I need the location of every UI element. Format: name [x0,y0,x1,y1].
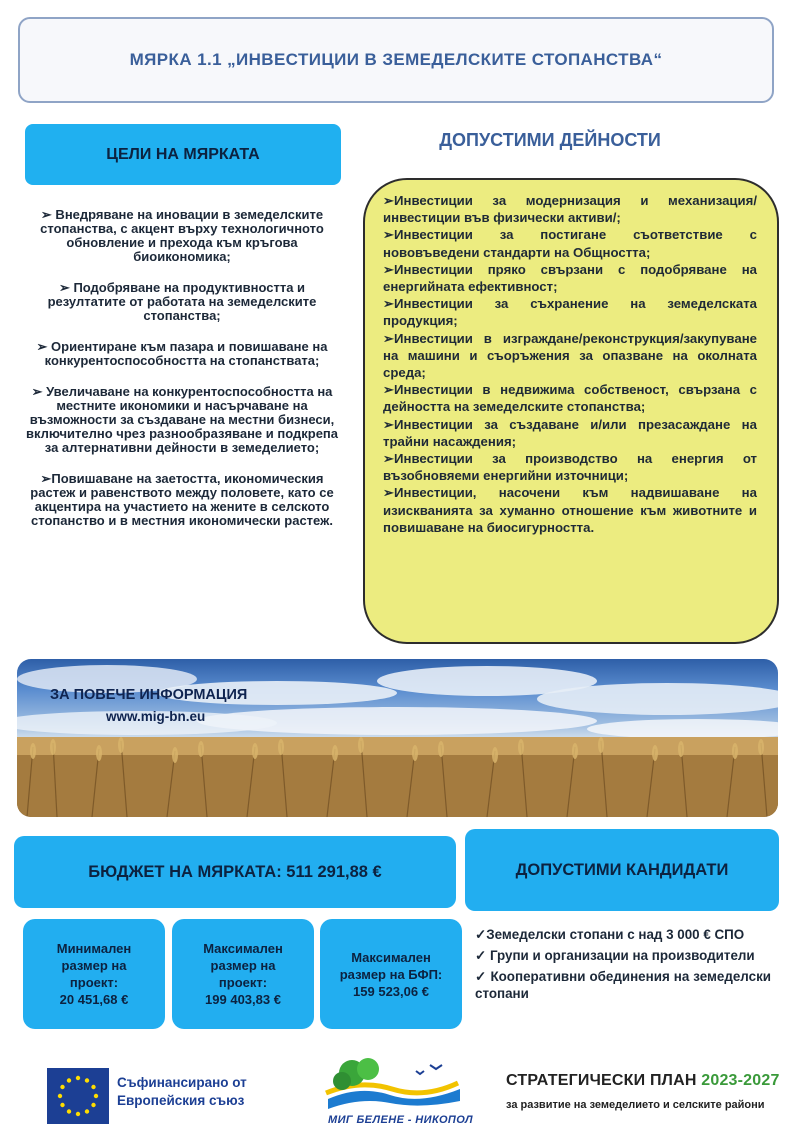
activity-item: ➢Инвестиции, насочени към надвишаване на изискванията за хуманно отношение към животните и повишаване на биосигурността. [383,485,757,535]
candidates-heading: ДОПУСТИМИ КАНДИДАТИ [515,860,729,879]
size-label: Минимален размер на проект: [56,941,132,990]
goal-item: ➢ Подобряване на продуктивността и резултатите от работата на земеделските стопанства; [47,280,317,323]
activity-item: ➢Инвестиции за постигане съответствие с нововъведени стандарти на Общността; [383,227,757,260]
goal-item: ➢ Ориентиране към пазара и повишаване на конкурентоспособността на стопанствата; [36,339,328,368]
activities-heading: ДОПУСТИМИ ДЕЙНОСТИ [439,130,661,150]
eu-flag-icon [47,1068,109,1124]
budget-box [14,836,456,908]
mig-name: МИГ БЕЛЕНЕ - НИКОПОЛ [328,1114,474,1126]
strategic-plan-years: 2023-2027 [701,1072,780,1089]
goal-item: ➢Повишаване на заетостта, икономическия растеж и равенството между половете, като се акцентира на участието на жените в селското стопанство и в местния икономически растеж. [30,471,334,528]
goals-list [22,208,342,545]
max-project-size-box [172,919,314,1029]
size-label: Максимален размер на проект: [203,941,283,990]
size-value: 199 403,83 € [205,992,281,1007]
candidates-list [475,926,771,1006]
candidate-item: ✓Земеделски стопани с над 3 000 € СПО [475,927,745,942]
more-info-label: ЗА ПОВЕЧЕ ИНФОРМАЦИЯ [50,687,248,703]
activity-item: ➢Инвестиции за производство на енергия от възобновяеми енергийни източници; [383,451,757,484]
activity-item: ➢Инвестиции пряко свързани с подобряване на енергийната ефективност; [383,261,757,295]
activity-item: ➢Инвестиции за съхранение на земеделската продукция; [383,296,757,329]
budget-label: БЮДЖЕТ НА МЯРКАТА: 511 291,88 € [88,862,382,881]
max-grant-size-box [320,919,462,1029]
candidate-item: ✓ Групи и организации на производители [475,948,755,963]
eu-line-1: Съфинансирано от [117,1075,247,1090]
title-box [18,17,774,103]
eu-line-2: Европейския съюз [117,1093,245,1108]
strategic-plan-label: СТРАТЕГИЧЕСКИ ПЛАН [506,1072,697,1089]
strategic-plan-subtitle: за развитие на земеделието и селските райони [506,1099,765,1111]
min-project-size-box [23,919,165,1029]
goals-heading-box [25,124,341,185]
size-value: 20 451,68 € [59,992,129,1007]
eu-cofinanced-text [117,1074,247,1110]
strategic-plan-title [506,1072,780,1090]
candidate-item: ✓ Кооперативни обединения на земеделски стопани [475,969,771,1001]
page-title: МЯРКА 1.1 „ИНВЕСТИЦИИ В ЗЕМЕДЕЛСКИТЕ СТОПАНСТВА“ [129,50,663,69]
activity-item: ➢Инвестиции в недвижима собственост, свързана с дейността на земеделските стопанства; [383,382,757,415]
goal-item: ➢ Внедряване на иновации в земеделските стопанства, с акцент върху технологичното обновление и прехода към кръгова биоикономика; [40,207,324,264]
size-value: 159 523,06 € [353,983,429,999]
activity-item: ➢Инвестиции за модернизация и механизация/инвестиции във физически активи/; [383,193,757,226]
activity-item: ➢Инвестиции за създаване и/или презасаждане на трайни насаждения; [383,416,757,449]
activities-box [363,178,779,644]
candidates-heading-box [465,829,779,911]
goal-item: ➢ Увеличаване на конкурентоспособността на местните икономики и насърчаване на възможности за създаване на местни бизнеси, включително чрез разнообразяване и подкрепа за алтернативни дейности в земеделието; [25,384,339,455]
clouds-image [17,659,778,749]
website-link[interactable]: www.mig-bn.eu [106,709,206,724]
wheat-field-banner [17,659,778,817]
goals-heading: ЦЕЛИ НА МЯРКАТА [106,145,260,163]
wheat-image [17,737,778,817]
activity-item: ➢Инвестиции в изграждане/реконструкция/закупуване на машини и съоръжения за опазване на околната среда; [383,330,757,381]
size-label: Максимален размер на БФП: [339,949,443,982]
